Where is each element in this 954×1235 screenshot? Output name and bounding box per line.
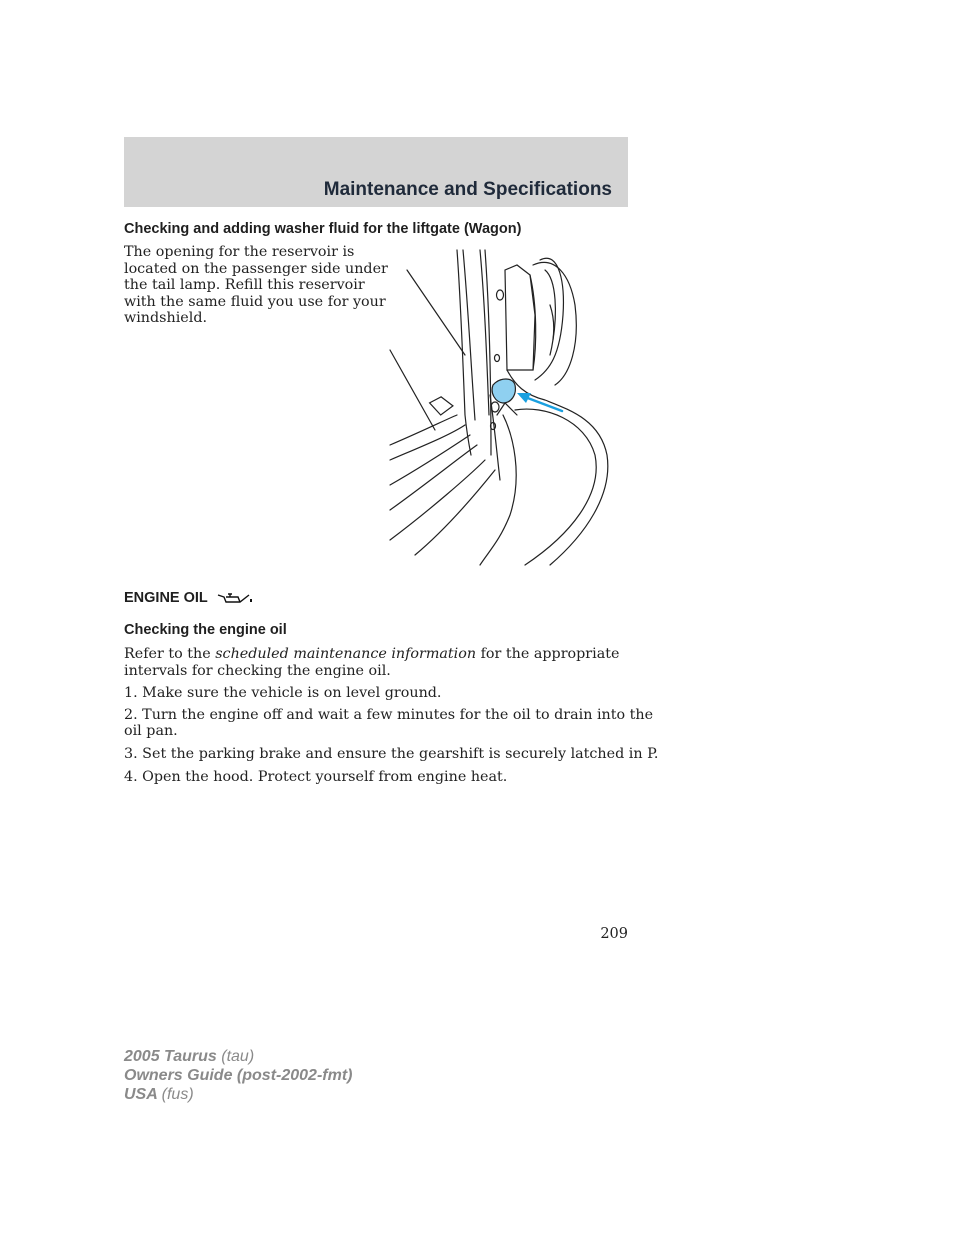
washer-paragraph [124, 244, 388, 327]
footer-model: 2005 Taurus [124, 1048, 217, 1065]
section-header-band [124, 137, 628, 207]
document-footer [124, 1047, 352, 1104]
washer-line: located on the passenger side under [124, 260, 388, 277]
footer-guide: Owners Guide (post-2002-fmt) [124, 1067, 353, 1084]
intro-text: Refer to the [124, 646, 211, 662]
reservoir-opening [492, 379, 515, 403]
engine-oil-subheading: Checking the engine oil [124, 622, 287, 638]
footer-market-code: (fus) [161, 1086, 194, 1103]
footer-model-code: (tau) [221, 1048, 255, 1065]
intro-text: intervals for checking the engine oil. [124, 662, 391, 679]
liftgate-reservoir-illustration [385, 245, 615, 570]
step-2: 2. Turn the engine off and wait a few minutes for the oil to drain into the [124, 707, 654, 723]
washer-line: windshield. [124, 310, 208, 326]
washer-heading: Checking and adding washer fluid for the liftgate (Wagon) [124, 221, 522, 237]
intro-text: for the appropriate [480, 646, 620, 662]
washer-line: the tail lamp. Refill this reservoir [124, 277, 365, 293]
step-2-cont: oil pan. [124, 723, 178, 739]
engine-oil-title [124, 590, 254, 606]
section-title: Maintenance and Specifications [323, 179, 612, 200]
scheduled-maintenance-ref: scheduled maintenance information [215, 646, 477, 662]
step-4: 4. Open the hood. Protect yourself from engine heat. [124, 769, 508, 785]
washer-line: with the same fluid you use for your [124, 293, 386, 310]
step-1: 1. Make sure the vehicle is on level ground. [124, 685, 442, 701]
engine-oil-intro [124, 646, 619, 679]
oil-can-icon [216, 590, 254, 606]
engine-oil-label: ENGINE OIL [124, 590, 208, 606]
washer-line: The opening for the reservoir is [124, 244, 355, 260]
step-3: 3. Set the parking brake and ensure the gearshift is securely latched in P. [124, 746, 659, 762]
footer-market: USA [124, 1086, 158, 1103]
page-number: 209 [600, 926, 628, 942]
